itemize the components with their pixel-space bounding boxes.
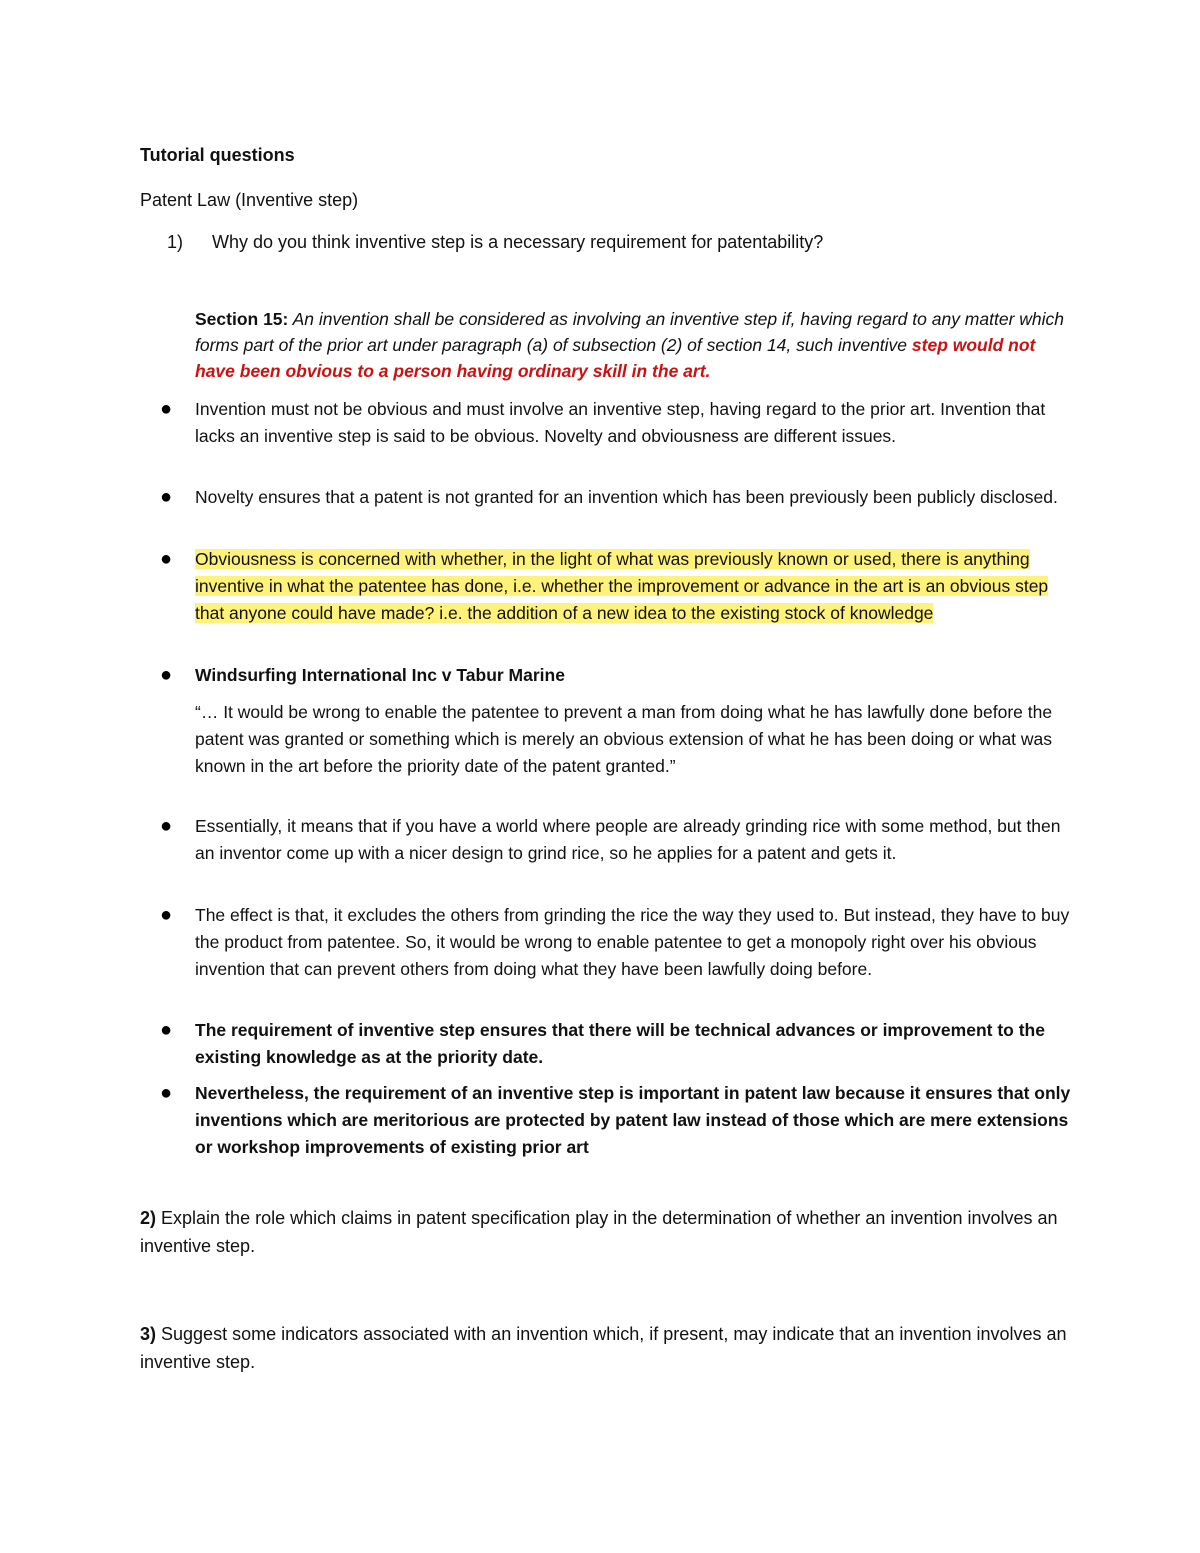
- question-3-text: Suggest some indicators associated with an invention which, if present, may indicate that an invention involves an inventive step.: [140, 1324, 1067, 1372]
- section-15-red-text: step would not have been obvious to a person having ordinary skill in the art.: [195, 335, 1036, 381]
- bullet-item: Nevertheless, the requirement of an inventive step is important in patent law because it ensures that only inventions which are meritorious are protected by patent law instead of those which are mere extensions or workshop improvements of existing prior art: [195, 1083, 1071, 1157]
- bullet-item: Essentially, it means that if you have a world where people are already grinding rice with some method, but then an inventor come up with a nicer design to grind rice, so he applies for a patent and gets it.: [195, 816, 1061, 863]
- bullet-item-highlighted: [195, 546, 1075, 627]
- question-2-number: 2): [140, 1208, 157, 1228]
- bullet-item: Novelty ensures that a patent is not granted for an invention which has been previously been publicly disclosed.: [195, 487, 1058, 507]
- bullet-item: The effect is that, it excludes the others from grinding the rice the way they used to. But instead, they have to buy the product from patentee. So, it would be wrong to enable patentee to get a monopoly right over his obvious invention that can prevent others from doing what they have been lawfully doing before.: [195, 905, 1070, 979]
- case-quote: “… It would be wrong to enable the patentee to prevent a man from doing what he has lawfully done before the patent was granted or something which is merely an obvious extension of what he has been doing or what was known in the art before the priority date of the patent granted.”: [195, 702, 1053, 776]
- bullet-icon: ●: [160, 664, 173, 686]
- bullet-icon: ●: [160, 904, 173, 926]
- question-2-text: Explain the role which claims in patent specification play in the determination of whether an invention involves an inventive step.: [140, 1208, 1058, 1256]
- bullet-icon: ●: [160, 548, 173, 570]
- question-2: [140, 1204, 1070, 1260]
- question-3-number: 3): [140, 1324, 157, 1344]
- question-1-text: Why do you think inventive step is a necessary requirement for patentability?: [212, 232, 824, 252]
- section-15-quote: [195, 306, 1075, 384]
- case-name: Windsurfing International Inc v Tabur Marine: [195, 665, 565, 685]
- highlighted-text: Obviousness is concerned with whether, in the light of what was previously known or used, there is anything inventive in what the patentee has done, i.e. whether the improvement or advance in the art is an obvious step that anyone could have made? i.e. the addition of a new idea to the existing stock of knowledge: [195, 549, 1049, 623]
- bullet-icon: ●: [160, 486, 173, 508]
- bullet-icon: ●: [160, 1082, 173, 1104]
- question-1: [167, 232, 823, 253]
- section-15-label: Section 15:: [195, 309, 289, 329]
- bullet-icon: ●: [160, 398, 173, 420]
- bullet-icon: ●: [160, 1019, 173, 1041]
- section-15-text: An invention shall be considered as involving an inventive step if, having regard to any matter which forms part of the prior art under paragraph (a) of subsection (2) of section 14, such inventive: [195, 309, 1065, 355]
- bullet-item: Invention must not be obvious and must involve an inventive step, having regard to the prior art. Invention that lacks an inventive step is said to be obvious. Novelty and obviousness are different issues.: [195, 399, 1046, 446]
- question-3: [140, 1320, 1070, 1376]
- page-subtitle: Patent Law (Inventive step): [140, 190, 359, 210]
- bullet-icon: ●: [160, 815, 173, 837]
- page-title: Tutorial questions: [140, 145, 295, 165]
- question-1-number: 1): [167, 232, 184, 252]
- bullet-item: The requirement of inventive step ensures that there will be technical advances or improvement to the existing knowledge as at the priority date.: [195, 1020, 1045, 1067]
